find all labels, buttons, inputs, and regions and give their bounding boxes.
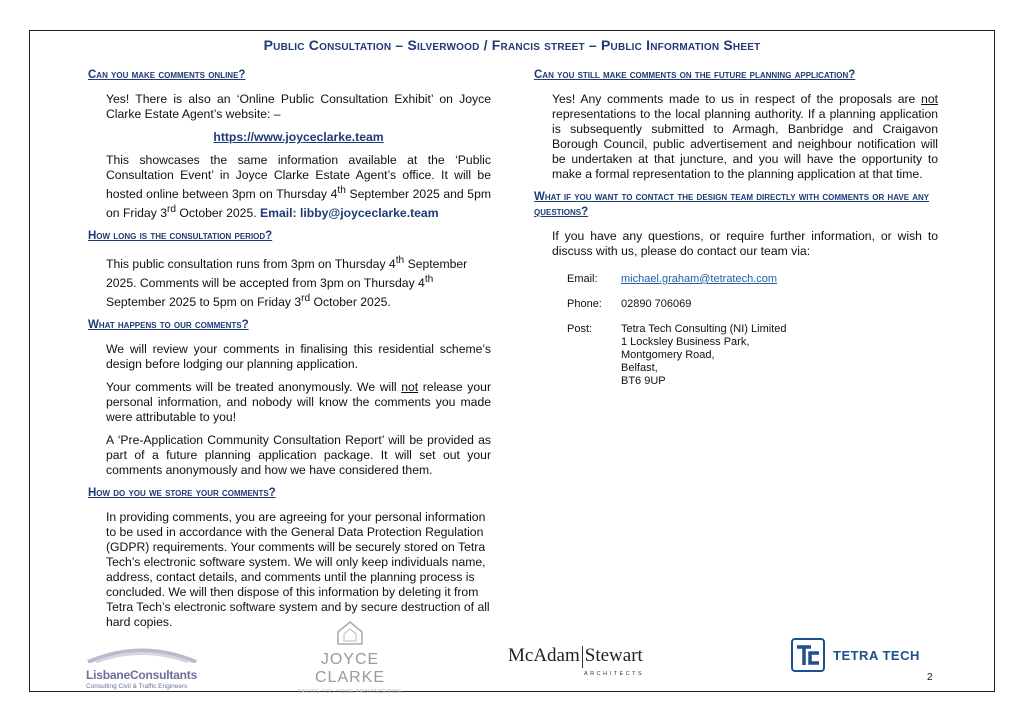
paragraph: We will review your comments in finalising this residential scheme’s design before lodging our planning application. bbox=[106, 342, 491, 372]
phone-label: Phone: bbox=[567, 298, 602, 310]
left-column bbox=[88, 68, 491, 638]
contact-email-row bbox=[567, 273, 938, 286]
email-link[interactable]: Email: libby@joyceclarke.team bbox=[260, 206, 439, 221]
section-heading: Can you still make comments on the future planning application? bbox=[534, 69, 856, 81]
tetra-tech-logo bbox=[791, 638, 920, 672]
paragraph: Your comments will be treated anonymously. We will not release your personal information, and nobody will know the comments you made were attributable to you! bbox=[106, 380, 492, 425]
page-title: Public Consultation – Silverwood / Francis street – Public Information Sheet bbox=[263, 37, 761, 53]
contact-details bbox=[567, 273, 938, 388]
contact-phone-row bbox=[567, 298, 938, 311]
lisbane-name: LisbaneConsultants bbox=[86, 668, 198, 682]
address-line: Belfast, bbox=[621, 362, 658, 374]
section-storage bbox=[88, 486, 491, 630]
email-label: Email: bbox=[567, 273, 598, 285]
lisbane-consultants-logo bbox=[86, 643, 198, 690]
phone-number: 02890 706069 bbox=[621, 298, 692, 310]
paragraph: In providing comments, you are agreeing for your personal information to be used in accordance with the General Data Protection Regulation (GDPR) requirements. Your comments will be securely stored on Tetra Tech’s electronic software system. We will only keep individuals name, address, contact details, and comments until the planning process is concluded. We will then dispose of this information by deleting it from Tetra Tech’s electronic software system and by secure destruction of all hard copies. bbox=[106, 510, 490, 630]
post-label: Post: bbox=[567, 323, 593, 335]
stewart-name: Stewart bbox=[584, 645, 643, 666]
address-line: BT6 9UP bbox=[621, 375, 666, 387]
website-link[interactable]: https://www.joyceclarke.team bbox=[213, 130, 384, 144]
logo-divider bbox=[582, 646, 583, 668]
paragraph: Yes! There is also an ‘Online Public Consultation Exhibit’ on Joyce Clarke Estate Agent’s website: – bbox=[106, 92, 491, 121]
section-future-application bbox=[534, 68, 938, 182]
mcadam-name: McAdam bbox=[508, 645, 580, 666]
section-heading: What if you want to contact the design team directly with comments or have any questions? bbox=[534, 191, 930, 218]
section-online-comments bbox=[88, 68, 491, 221]
section-heading: What happens to our comments? bbox=[88, 319, 249, 332]
section-heading: Can you make comments online? bbox=[88, 69, 246, 81]
tetra-tech-mark-icon bbox=[791, 638, 825, 672]
section-what-happens bbox=[88, 318, 491, 478]
house-icon bbox=[335, 620, 365, 646]
mcadam-stewart-logo bbox=[508, 645, 645, 677]
section-heading: How do you we store your comments? bbox=[88, 487, 276, 500]
lisbane-arc-icon bbox=[86, 643, 198, 663]
section-consultation-period bbox=[88, 229, 491, 310]
address-line: Montgomery Road, bbox=[621, 349, 715, 361]
address-line: Tetra Tech Consulting (NI) Limited bbox=[621, 323, 787, 335]
tetra-tech-name: TETRA TECH bbox=[833, 647, 920, 663]
paragraph: If you have any questions, or require further information, or wish to discuss with us, please do contact our team via: bbox=[552, 229, 938, 258]
contact-email-link[interactable]: michael.graham@tetratech.com bbox=[621, 273, 778, 285]
paragraph: This showcases the same information available at the ‘Public Consultation Event’ in Joyce Clarke Estate Agent’s office. It will be hosted online between 3pm on Thursday 4th September 2025 and 5pm on Friday 3rd October 2025. Email: libby@joyceclarke.team bbox=[106, 153, 491, 221]
address-line: 1 Locksley Business Park, bbox=[621, 336, 750, 348]
right-column bbox=[534, 68, 938, 400]
contact-post-row bbox=[567, 323, 938, 388]
joyce-clarke-logo bbox=[290, 620, 410, 695]
joyce-clarke-tagline: TAKING YOU HOME PROVINCEWIDE bbox=[297, 689, 403, 695]
footer-logos bbox=[0, 615, 1024, 695]
lisbane-tagline: Consulting Civil & Traffic Engineers bbox=[86, 683, 188, 690]
section-heading: How long is the consultation period? bbox=[88, 230, 273, 243]
paragraph: Yes! Any comments made to us in respect of the proposals are not representations to the local planning authority. If a planning application is subsequently submitted to Armagh, Banbridge and Craigavon Borough Council, public advertisement and neighbour notification will be undertaken at that juncture, and you will have the opportunity to make a formal representation to the planning application at that time. bbox=[552, 92, 938, 181]
section-contact bbox=[534, 190, 938, 259]
architects-label: ARCHITECTS bbox=[584, 671, 645, 677]
paragraph: This public consultation runs from 3pm on Thursday 4th September 2025. Comments will be accepted from 3pm on Thursday 4th September 2025 to 5pm on Friday 3rd October 2025. bbox=[106, 255, 468, 310]
joyce-clarke-name: JOYCE CLARKE bbox=[314, 651, 386, 686]
paragraph: A ‘Pre-Application Community Consultation Report’ will be provided as part of a future planning application package. It will set out your comments anonymously and how we have considered them. bbox=[106, 433, 491, 478]
postal-address bbox=[621, 323, 786, 388]
page-number: 2 bbox=[927, 672, 933, 683]
